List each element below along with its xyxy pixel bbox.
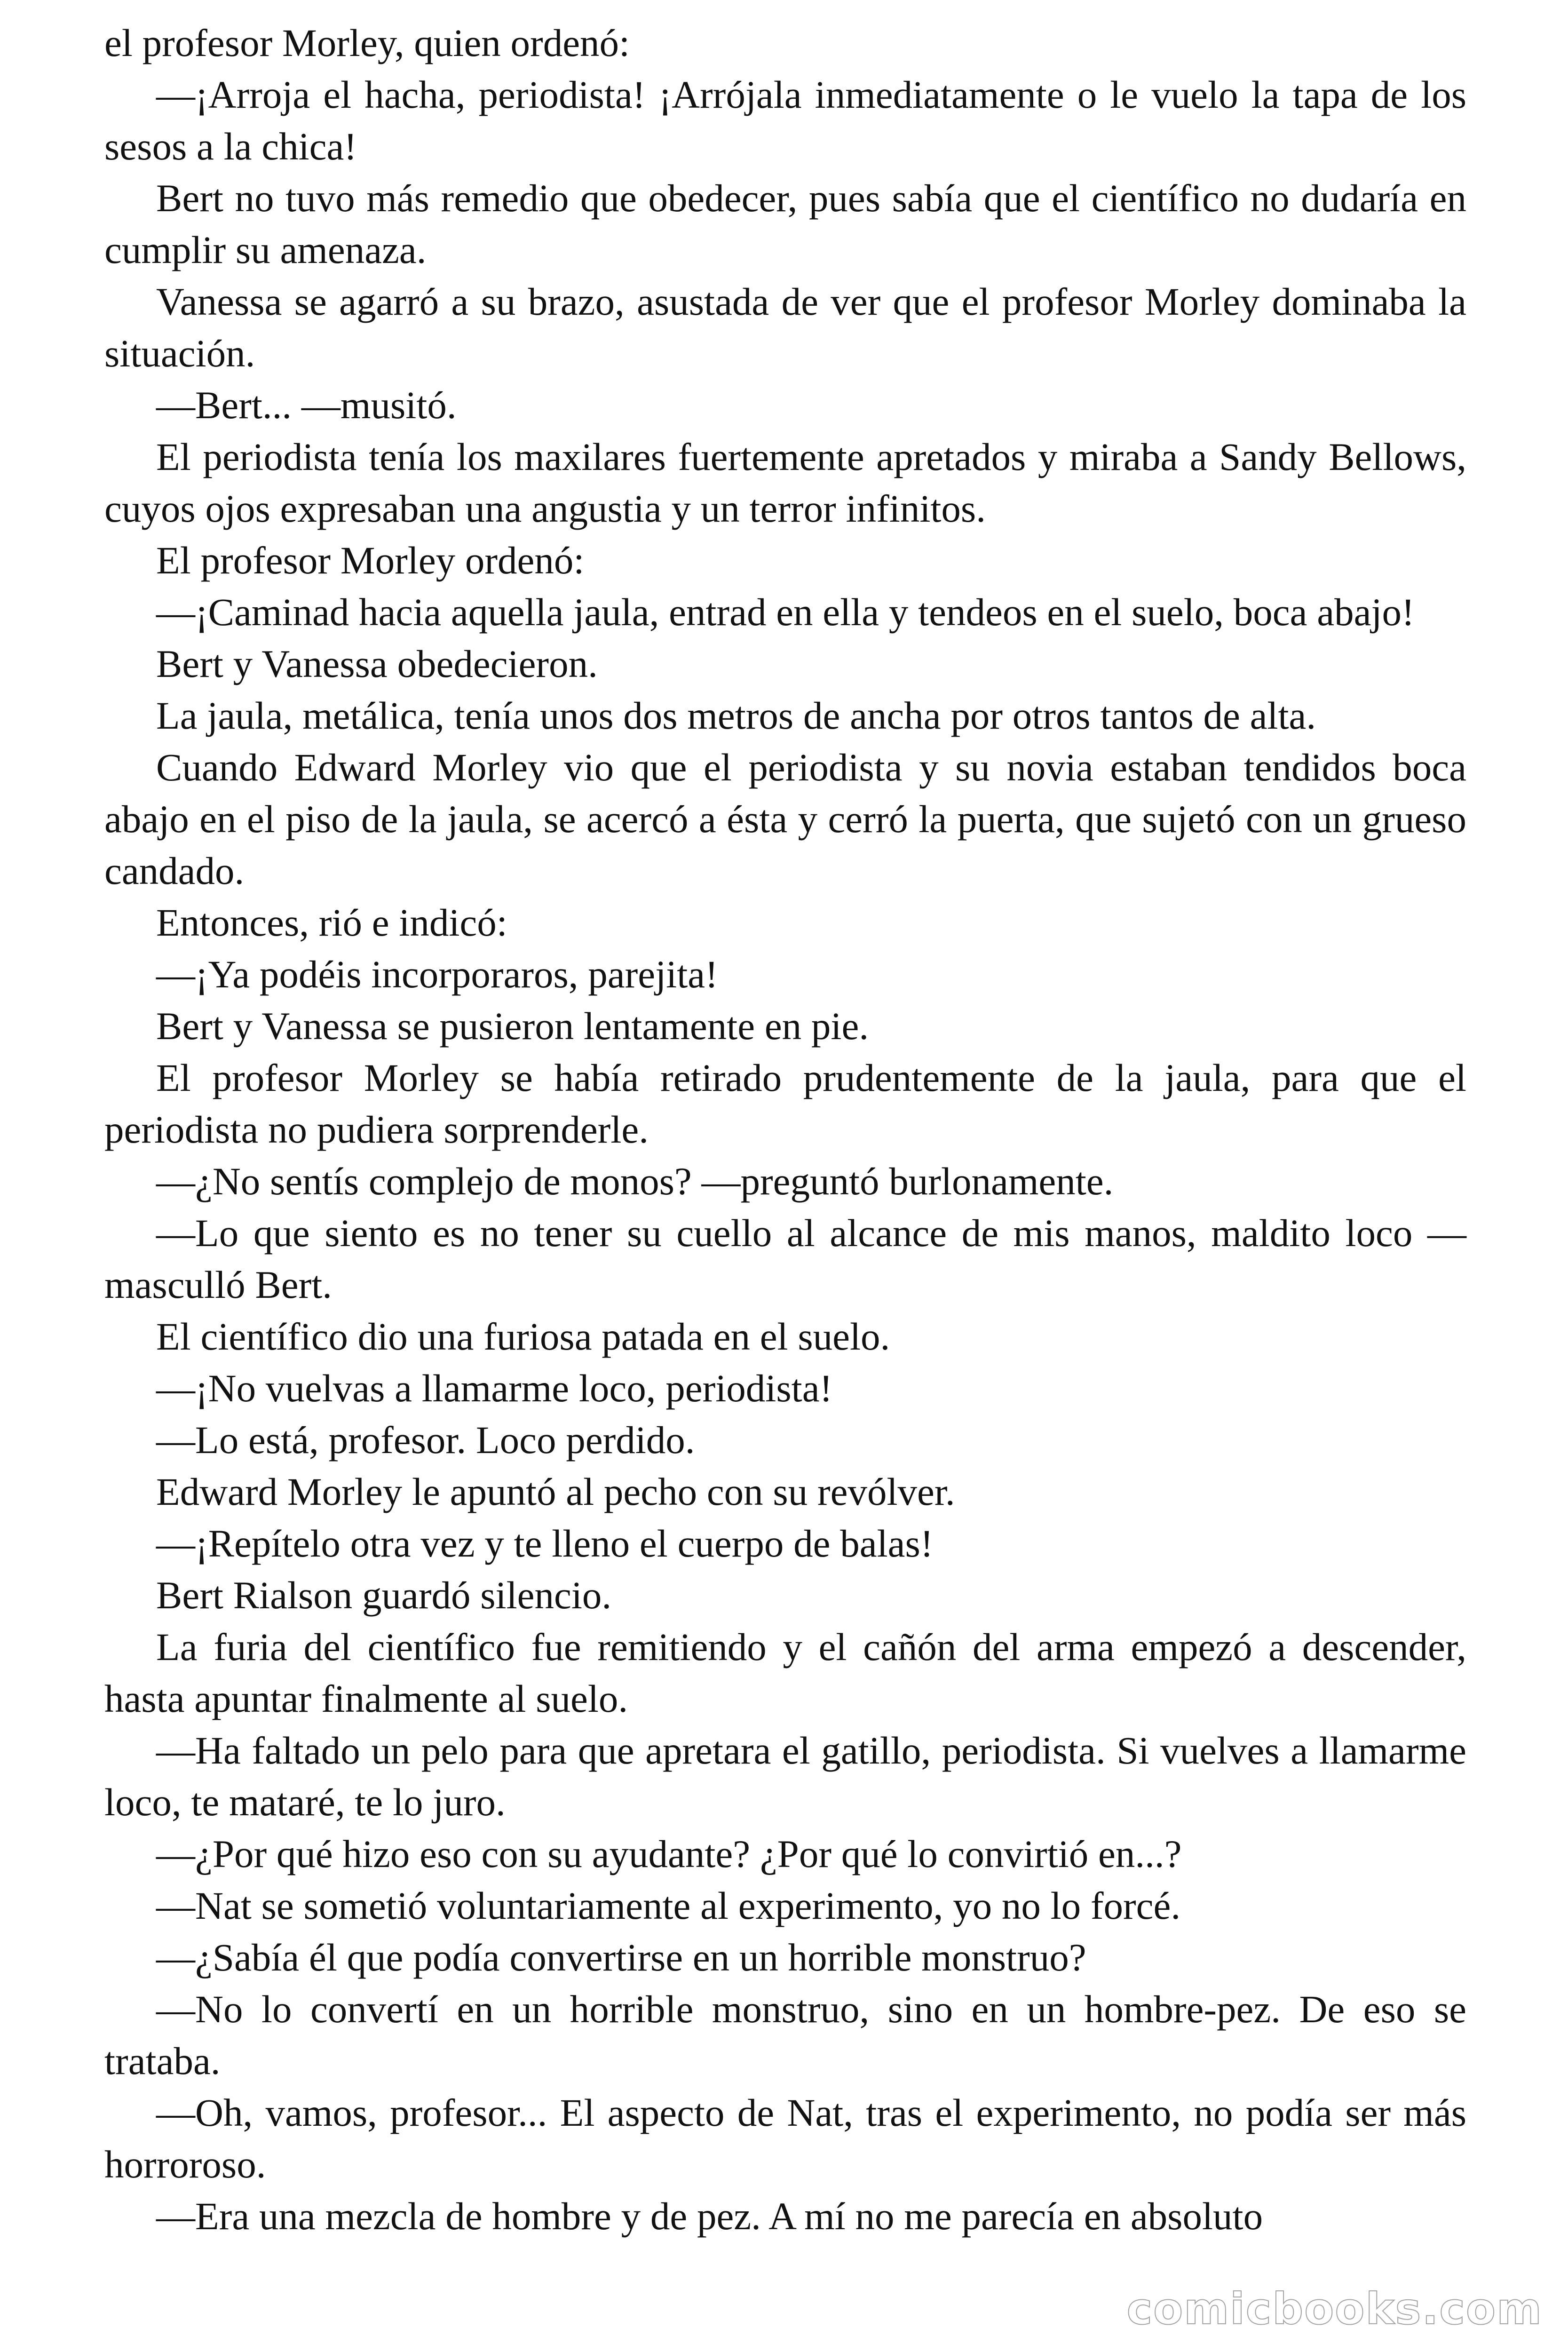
paragraph: —¡Caminad hacia aquella jaula, entrad en ella y tendeos en el suelo, boca abajo! [156, 590, 1415, 634]
paragraph: Entonces, rió e indicó: [156, 901, 507, 944]
paragraph: —¿Sabía él que podía convertirse en un horrible monstruo? [156, 1936, 1086, 1979]
paragraph: —Bert... —musitó. [156, 383, 457, 427]
paragraph: El profesor Morley se había retirado prudentemente de la jaula, para que el periodista no pudiera sorprenderle. [104, 1056, 1466, 1151]
paragraph: —Ha faltado un pelo para que apretara el gatillo, periodista. Si vuelves a llamarme loco, te mataré, te lo juro. [104, 1729, 1466, 1824]
paragraph: —Oh, vamos, profesor... El aspecto de Nat, tras el experimento, no podía ser más horroroso. [104, 2091, 1466, 2186]
paragraph: el profesor Morley, quien ordenó: [104, 21, 630, 64]
paragraph: Bert y Vanessa obedecieron. [156, 642, 598, 685]
page-text [104, 17, 1466, 2242]
paragraph: —Nat se sometió voluntariamente al experimento, yo no lo forcé. [156, 1884, 1181, 1927]
paragraph: La furia del científico fue remitiendo y el cañón del arma empezó a descender, hasta apuntar finalmente al suelo. [104, 1625, 1466, 1720]
paragraph: Edward Morley le apuntó al pecho con su revólver. [156, 1470, 955, 1513]
paragraph: —¿Por qué hizo eso con su ayudante? ¿Por qué lo convirtió en...? [156, 1832, 1182, 1875]
paragraph: El periodista tenía los maxilares fuertemente apretados y miraba a Sandy Bellows, cuyos ojos expresaban una angustia y un terror infinitos. [104, 435, 1466, 530]
paragraph: —¡Repítelo otra vez y te lleno el cuerpo de balas! [156, 1522, 934, 1565]
watermark: comicbooks.com [1126, 2284, 1543, 2334]
paragraph: —Lo está, profesor. Loco perdido. [156, 1418, 695, 1462]
paragraph: —Era una mezcla de hombre y de pez. A mí no me parecía en absoluto [156, 2194, 1263, 2238]
paragraph: Cuando Edward Morley vio que el periodista y su novia estaban tendidos boca abajo en el piso de la jaula, se acercó a ésta y cerró la puerta, que sujetó con un grueso candado. [104, 746, 1466, 892]
paragraph: Bert y Vanessa se pusieron lentamente en pie. [156, 1004, 869, 1048]
paragraph: Bert Rialson guardó silencio. [156, 1573, 612, 1617]
paragraph: La jaula, metálica, tenía unos dos metros de ancha por otros tantos de alta. [156, 694, 1316, 737]
paragraph: —¡Ya podéis incorporaros, parejita! [156, 953, 718, 996]
paragraph: —Lo que siento es no tener su cuello al alcance de mis manos, maldito loco —masculló Bert. [104, 1211, 1466, 1306]
paragraph: El profesor Morley ordenó: [156, 539, 585, 582]
paragraph: —No lo convertí en un horrible monstruo, sino en un hombre-pez. De eso se trataba. [104, 1987, 1466, 2082]
paragraph: —¡No vuelvas a llamarme loco, periodista! [156, 1367, 833, 1410]
paragraph: Bert no tuvo más remedio que obedecer, pues sabía que el científico no dudaría en cumplir su amenaza. [104, 176, 1466, 271]
paragraph: —¡Arroja el hacha, periodista! ¡Arrójala inmediatamente o le vuelo la tapa de los sesos a la chica! [104, 73, 1466, 168]
paragraph: Vanessa se agarró a su brazo, asustada de ver que el profesor Morley dominaba la situación. [104, 280, 1466, 375]
paragraph: El científico dio una furiosa patada en el suelo. [156, 1315, 890, 1358]
paragraph: —¿No sentís complejo de monos? —preguntó burlonamente. [156, 1160, 1114, 1203]
